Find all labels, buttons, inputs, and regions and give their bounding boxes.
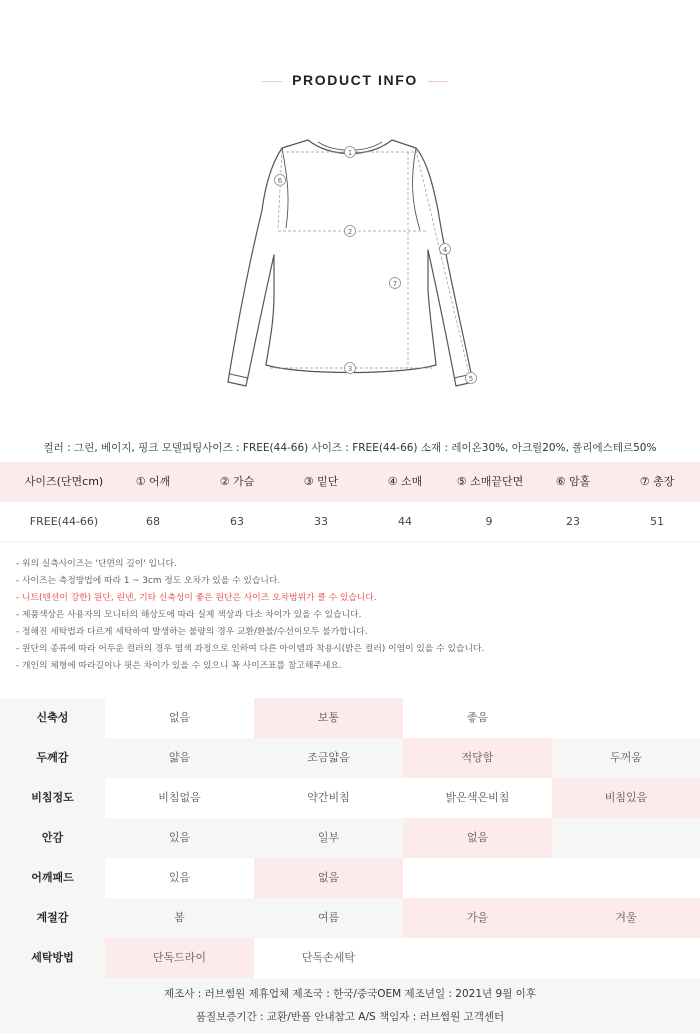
size-header-cell: ⑦ 총장	[639, 475, 675, 488]
size-header-cell: ① 어깨	[135, 475, 171, 488]
attr-option: 없음	[168, 711, 191, 724]
page-title: PRODUCT INFO	[292, 72, 418, 88]
left-armhole-seam	[282, 148, 288, 228]
size-table-row	[0, 502, 700, 542]
right-armhole-seam	[413, 148, 420, 230]
warranty-info: 품질보증기간 : 교환/반품 안내참고 A/S 책임자 : 러브썸원 고객센터	[195, 1011, 505, 1023]
svg-text:4: 4	[442, 246, 448, 254]
attr-option-selected: 보통	[254, 698, 403, 738]
attr-row-lining	[0, 818, 700, 858]
svg-text:2: 2	[347, 228, 353, 236]
size-header-cell: ③ 밑단	[303, 475, 339, 488]
attr-option: 일부	[317, 831, 340, 844]
note-line: - 사이즈는 측정방법에 따라 1 ~ 3cm 정도 오차가 있을 수 있습니다.	[16, 576, 281, 586]
title-divider-left	[262, 81, 282, 82]
attr-label: 신축성	[0, 698, 105, 738]
size-value-cell: 51	[650, 515, 664, 528]
attr-label: 안감	[0, 818, 105, 858]
manufacturer-info: 제조사 : 러브썸원 제휴업체 제조국 : 한국/중국OEM 제조년일 : 2021년 9월 이후	[164, 988, 536, 1000]
attribute-table	[0, 698, 700, 978]
attr-option: 약간비침	[307, 791, 350, 804]
marker-5-icon	[466, 373, 477, 384]
size-value-cell: 63	[230, 515, 244, 528]
attr-option: 밝은색은비침	[445, 791, 510, 804]
attr-row-thickness	[0, 738, 700, 778]
attr-option-selected: 겨울	[552, 898, 700, 938]
attr-option: 좋음	[466, 711, 489, 724]
svg-text:6: 6	[277, 177, 283, 185]
attr-option-selected: 없음	[254, 858, 403, 898]
garment-outline	[228, 140, 473, 386]
attr-row-shoulder-pad	[0, 858, 700, 898]
attr-option: 얇음	[168, 751, 191, 764]
attr-row-sheerness	[0, 778, 700, 818]
attr-option: 단독손세탁	[301, 951, 356, 964]
attr-option: 조금얇음	[307, 751, 350, 764]
attr-option-selected: 비침있음	[552, 778, 700, 818]
attr-option: 봄	[174, 911, 185, 924]
note-line: - 개인의 체형에 따라길이나 핏은 차이가 있을 수 있으니 꼭 사이즈표를 참고해주세요.	[16, 661, 342, 671]
size-value-cell: 23	[566, 515, 580, 528]
attr-label: 두께감	[0, 738, 105, 778]
svg-text:5: 5	[468, 375, 474, 383]
armhole-guide	[278, 150, 282, 228]
attr-option: 두꺼움	[610, 751, 642, 764]
note-line: - 정해진 세탁법과 다르게 세탁하여 발생하는 불량의 경우 교환/환불/수선이모두 불가합니다.	[16, 627, 368, 637]
attr-row-season	[0, 898, 700, 938]
attr-option: 있음	[168, 831, 191, 844]
svg-text:3: 3	[347, 365, 353, 373]
size-table-header	[0, 462, 700, 502]
size-header-cell: ② 가슴	[219, 475, 255, 488]
sleeve-guide	[416, 150, 470, 378]
size-value-cell: 9	[485, 515, 493, 528]
marker-2-icon	[345, 226, 356, 237]
attr-label: 세탁방법	[0, 938, 105, 978]
garment-diagram	[190, 120, 510, 410]
size-notes	[16, 556, 696, 675]
attr-option-selected: 없음	[403, 818, 552, 858]
svg-text:1: 1	[347, 149, 353, 157]
product-meta-line: 컬러 : 그린, 베이지, 핑크 모델피팅사이즈 : FREE(44-66) 사이즈 : FREE(44-66) 소재 : 레이온30%, 아크릴20%, 폴리에스테르50%	[43, 442, 657, 454]
size-value-cell: FREE(44-66)	[29, 515, 99, 528]
attr-label: 계절감	[0, 898, 105, 938]
marker-1-icon	[345, 147, 356, 158]
note-line: - 제품색상은 사용자의 모니터의 해상도에 따라 실제 색상과 다소 차이가 있을 수 있습니다.	[16, 610, 362, 620]
attr-option: 여름	[317, 911, 340, 924]
size-value-cell: 68	[146, 515, 160, 528]
attr-option-selected: 적당함	[403, 738, 552, 778]
garment-illustration	[190, 120, 510, 410]
attr-option-selected: 단독드라이	[105, 938, 254, 978]
left-cuff	[230, 374, 248, 378]
marker-3-icon	[345, 363, 356, 374]
marker-4-icon	[440, 244, 451, 255]
title-divider-right	[428, 81, 448, 82]
measurement-guides	[270, 150, 470, 378]
attr-row-washing	[0, 938, 700, 978]
note-line: - 원단의 종류에 따라 어두운 컬러의 경우 염색 과정으로 인하여 다른 아이템과 착용시(밝은 컬러) 이염이 있을 수 있습니다.	[16, 644, 485, 654]
size-value-cell: 33	[314, 515, 328, 528]
size-header-cell: ④ 소매	[387, 475, 423, 488]
manufacturer-footer	[0, 978, 700, 1033]
attr-label: 어깨패드	[0, 858, 105, 898]
marker-6-icon	[275, 175, 286, 186]
section-header	[0, 72, 700, 92]
size-header-cell: ⑥ 암홀	[555, 475, 591, 488]
size-header-cell: ⑤ 소매끝단면	[456, 475, 524, 488]
note-line: - 위의 실측사이즈는 '단면의 길이' 입니다.	[16, 559, 177, 569]
attr-label: 비침정도	[0, 778, 105, 818]
attr-row-stretch	[0, 698, 700, 738]
attr-option: 있음	[168, 871, 191, 884]
attr-option-selected: 가을	[403, 898, 552, 938]
svg-text:7: 7	[392, 280, 398, 288]
measurement-markers	[275, 147, 477, 384]
note-line-warning: - 니트(텐션이 강한) 원단, 린넨, 기타 신축성이 좋은 원단은 사이즈 오차범위가 클 수 있습니다.	[16, 593, 377, 603]
marker-7-icon	[390, 278, 401, 289]
size-header-cell: 사이즈(단면cm)	[24, 475, 104, 488]
size-value-cell: 44	[398, 515, 412, 528]
attr-option: 비침없음	[158, 791, 201, 804]
